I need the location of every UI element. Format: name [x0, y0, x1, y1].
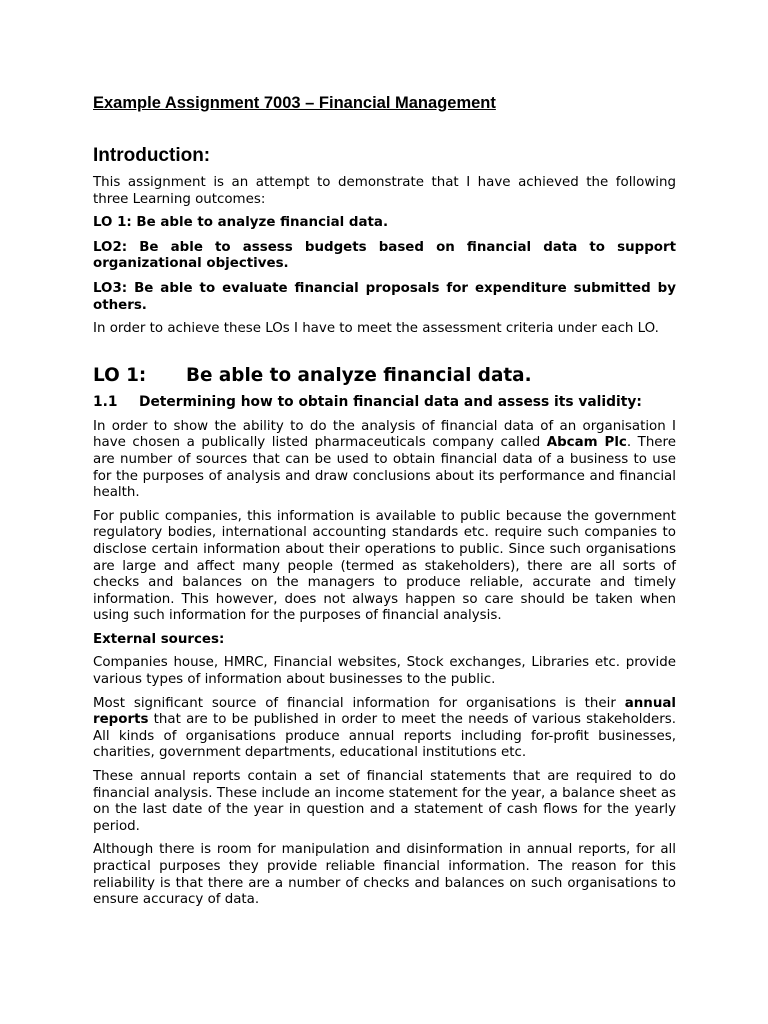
lo1-number: LO 1: [93, 364, 147, 386]
annual-reports-term: annual reports [93, 695, 676, 728]
introduction-text: This assignment is an attempt to demonstrate that I have achieved the following three Learning outcomes: [93, 175, 676, 207]
lo1-title: Be able to analyze financial data. [186, 364, 532, 386]
paragraph-annual-reports-text-1: Most significant source of financial information for organisations is their [93, 695, 625, 711]
learning-outcome-2: LO2: Be able to assess budgets based on financial data to support organizational objectives. [93, 239, 676, 272]
document-page [93, 92, 676, 909]
paragraph-public-companies: For public companies, this information is available to public because the government regulatory bodies, international accounting standards etc. require such companies to disclose certain information about their operations to public. Since such organisations are large and affect many people (termed as stakeholders), there are all sorts of checks and balances on the managers to produce reliable, accurate and timely information. This however, does not always happen so care should be taken when using such information for the purposes of financial analysis. [93, 508, 676, 624]
paragraph-abcam-text-1: In order to show the ability to do the analysis of financial data of an organisation I have chosen a publically listed pharmaceuticals company called [93, 418, 676, 451]
paragraph-annual-reports-text-2: that are to be published in order to meet the needs of various stakeholders. All kinds of organisations produce annual reports including for-profit businesses, charities, government departments, educational institutions etc. [93, 712, 676, 761]
paragraph-external-sources: Companies house, HMRC, Financial websites, Stock exchanges, Libraries etc. provide various types of information about businesses to the public. [93, 655, 676, 688]
paragraph-abcam [93, 419, 676, 502]
introduction-closing: In order to achieve these LOs I have to meet the assessment criteria under each LO. [93, 321, 659, 337]
section-title: Determining how to obtain financial data and assess its validity: [139, 393, 642, 410]
paragraph-reliability: Although there is room for manipulation and disinformation in annual reports, for all practical purposes they provide reliable financial information. The reason for this reliability is that there are a number of checks and balances on such organisations to ensure accuracy of data. [93, 842, 676, 908]
paragraph-abcam-text-2: . There are number of sources that can be used to obtain financial data of a business to use for the purposes of analysis and draw conclusions about its performance and financial health. [93, 435, 676, 501]
company-name: Abcam Plc [546, 435, 627, 451]
paragraph-financial-statements: These annual reports contain a set of financial statements that are required to do financial analysis. These include an income statement for the year, a balance sheet as on the last date of the year in question and a statement of cash flows for the yearly period. [93, 769, 676, 834]
paragraph-annual-reports [93, 696, 676, 762]
lo1-heading [93, 364, 676, 388]
learning-outcome-3: LO3: Be able to evaluate financial proposals for expenditure submitted by others. [93, 280, 676, 313]
section-number: 1.1 [93, 393, 118, 410]
external-sources-heading: External sources: [93, 631, 225, 647]
section-1-1-heading [93, 393, 676, 411]
introduction-heading: Introduction: [93, 145, 211, 166]
learning-outcome-1: LO 1: Be able to analyze financial data. [93, 215, 389, 231]
document-title: Example Assignment 7003 – Financial Management [93, 94, 496, 112]
